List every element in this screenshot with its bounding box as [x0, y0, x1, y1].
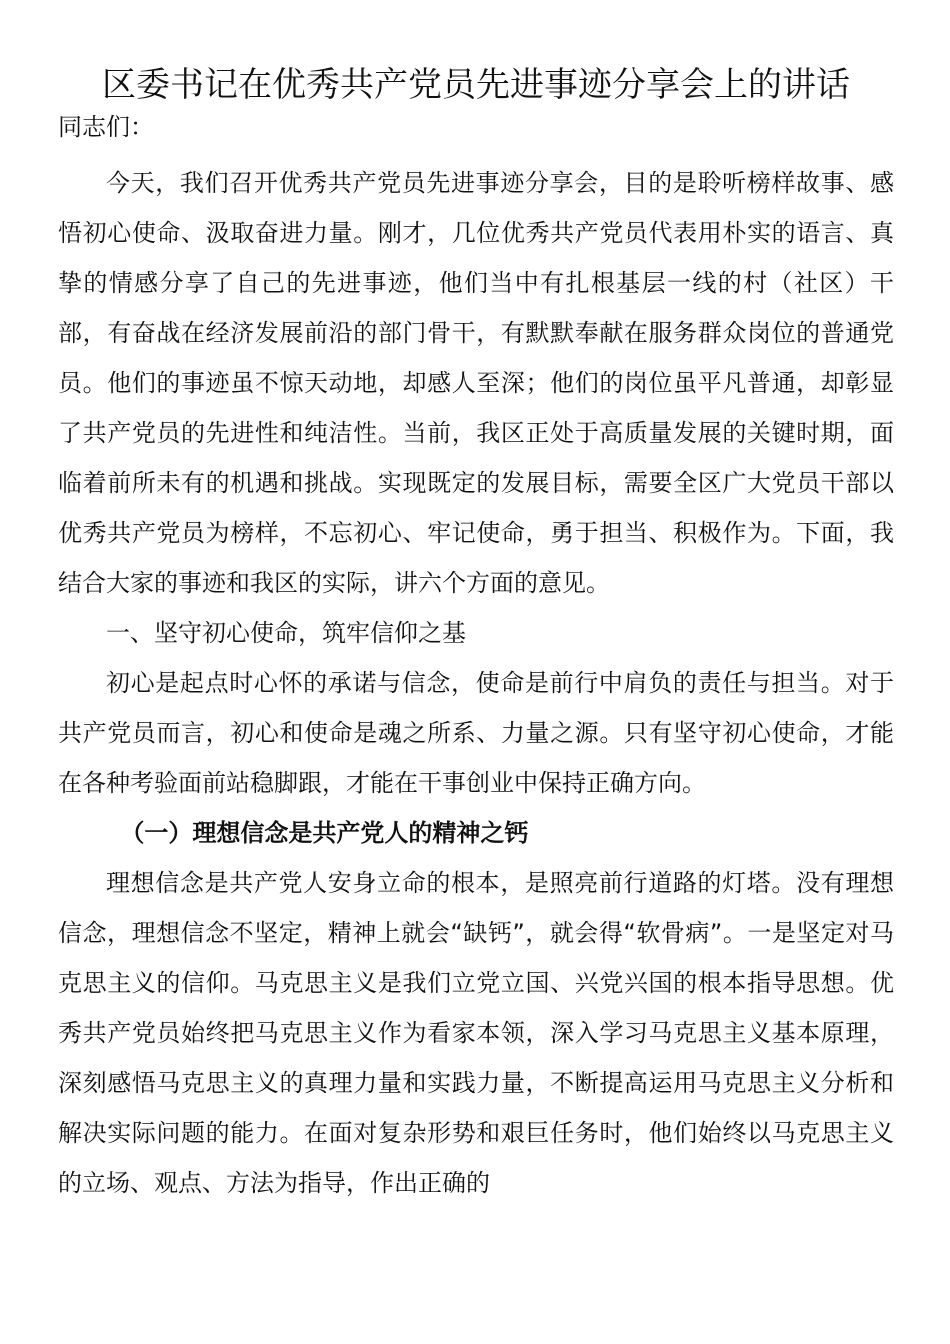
intro-paragraph: 今天，我们召开优秀共产党员先进事迹分享会，目的是聆听榜样故事、感悟初心使命、汲取奋进力量。刚才，几位优秀共产党员代表用朴实的语言、真挚的情感分享了自己的先进事迹，他们当中有扎根基层一线的村（社区）干部，有奋战在经济发展前沿的部门骨干，有默默奉献在服务群众岗位的普通党员。他们的事迹虽不惊天动地，却感人至深；他们的岗位虽平凡普通，却彰显了共产党员的先进性和纯洁性。当前，我区正处于高质量发展的关键时期，面临着前所未有的机遇和挑战。实现既定的发展目标，需要全区广大党员干部以优秀共产党员为榜样，不忘初心、牢记使命，勇于担当、积极作为。下面，我结合大家的事迹和我区的实际，讲六个方面的意见。	[58, 169, 894, 597]
salutation: 同志们：	[58, 113, 154, 141]
section-heading-1: 一、坚守初心使命，筑牢信仰之基	[106, 619, 466, 647]
section-1-paragraph: 初心是起点时心怀的承诺与信念，使命是前行中肩负的责任与担当。对于共产党员而言，初心和使命是魂之所系、力量之源。只有坚守初心使命，才能在各种考验面前站稳脚跟，才能在干事创业中保持正确方向。	[58, 669, 894, 797]
document-title: 区委书记在优秀共产党员先进事迹分享会上的讲话	[102, 65, 850, 105]
subsection-1-paragraph: 理想信念是共产党人安身立命的根本，是照亮前行道路的灯塔。没有理想信念，理想信念不坚定，精神上就会“缺钙”，就会得“软骨病”。一是坚定对马克思主义的信仰。马克思主义是我们立党立国、兴党兴国的根本指导思想。优秀共产党员始终把马克思主义作为看家本领，深入学习马克思主义基本原理，深刻感悟马克思主义的真理力量和实践力量，不断提高运用马克思主义分析和解决实际问题的能力。在面对复杂形势和艰巨任务时，他们始终以马克思主义的立场、观点、方法为指导，作出正确的	[58, 869, 894, 1197]
subsection-heading-1: （一）理想信念是共产党人的精神之钙	[120, 819, 529, 847]
